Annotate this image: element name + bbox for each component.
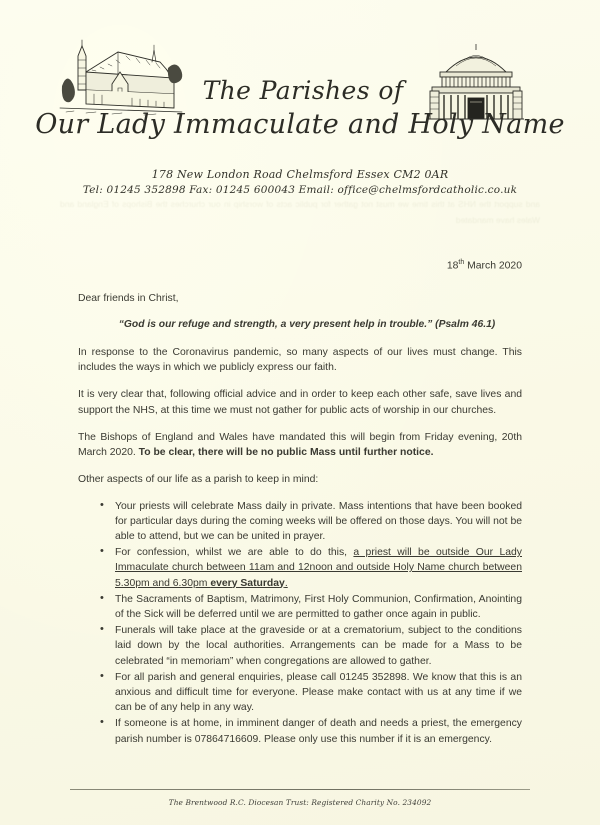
title-line-1: The Parishes of	[202, 76, 404, 105]
bullet-bold-underlined-text: every Saturday	[210, 577, 285, 589]
postal-address: 178 New London Road Chelmsford Essex CM2 0AR	[151, 168, 449, 181]
list-item	[78, 716, 522, 746]
title-line-2: Our Lady Immaculate and Holy Name	[35, 109, 565, 140]
paragraph-2: It is very clear that, following official advice and in order to keep each other safe, save lives and support the NHS, at this time we must not gather for public acts of worship in our churches.	[78, 389, 522, 416]
letterhead	[0, 0, 600, 196]
date-day: 18	[446, 260, 459, 272]
parish-title	[0, 78, 600, 140]
salutation: Dear friends in Christ,	[78, 292, 179, 304]
letter-body	[78, 255, 522, 748]
bullet-text: Funerals will take place at the graveside or at a crematorium, subject to the conditions laid down by the local authorities. Arrangements can be made for a Mass to be celebrated “in memoriam” when congregations are allowed to gather.	[115, 625, 522, 667]
bullet-text: If someone is at home, in imminent danger of death and needs a priest, the emergency parish number is 07864716609. Please only use this number if it is an emergency.	[115, 718, 522, 745]
bullet-underlined-period: .	[284, 577, 288, 589]
date-month-year: March 2020	[464, 260, 522, 272]
paragraph-3-emphasis: To be clear, there will be no public Mass until further notice.	[138, 447, 434, 459]
date-ordinal: th	[458, 259, 465, 266]
footer-divider	[70, 789, 530, 790]
address-block	[0, 168, 600, 196]
contact-details: Tel: 01245 352898 Fax: 01245 600043 Email: office@chelmsfordcatholic.co.uk	[82, 184, 518, 196]
scripture-quote: “God is our refuge and strength, a very present help in trouble.” (Psalm 46.1)	[118, 318, 496, 330]
list-item	[78, 545, 522, 591]
bullet-underlined-text: a priest will be outside Our Lady Immaculate church between 11am and 12noon and outside Holy Name church between 5.30pm and 6.30pm	[115, 547, 522, 589]
bullet-text: The Sacraments of Baptism, Matrimony, First Holy Communion, Confirmation, Anointing of the Sick will be deferred until we are permitted to gather once again in public.	[115, 593, 522, 620]
footer	[70, 789, 530, 807]
paragraph-3	[78, 430, 522, 460]
charity-registration-text: The Brentwood R.C. Diocesan Trust: Registered Charity No. 234092	[168, 798, 432, 807]
list-item	[78, 592, 522, 622]
bullet-text: For confession, whilst we are able to do this,	[115, 547, 354, 559]
bullet-text: Your priests will celebrate Mass daily in private. Mass intentions that have been booked for particular days during the coming weeks will be offered on those days. You will not be able to attend, but we can be united in prayer.	[115, 500, 523, 542]
paragraph-1: In response to the Coronavirus pandemic, so many aspects of our lives must change. This includes the ways in which we publicly express our faith.	[78, 347, 522, 374]
list-item	[78, 499, 522, 545]
list-item	[78, 623, 522, 669]
letter-date	[78, 255, 522, 274]
bullet-text: For all parish and general enquiries, please call 01245 352898. We know that this is an anxious and difficult time for everyone. Please make contact with us at any time if we can be of any help in any way.	[115, 671, 522, 714]
paper-showthrough-artifact: and support the NHS at this time we must not gather for public acts of worship in our churches the Bishops of England and Wales have mandated	[60, 199, 540, 225]
paragraph-3-text: The Bishops of England and Wales have mandated this will begin from Friday evening, 20th March 2020.	[78, 431, 522, 459]
parish-points-list	[78, 499, 522, 747]
list-item	[78, 670, 522, 716]
paragraph-4: Other aspects of our life as a parish to keep in mind:	[78, 474, 319, 486]
